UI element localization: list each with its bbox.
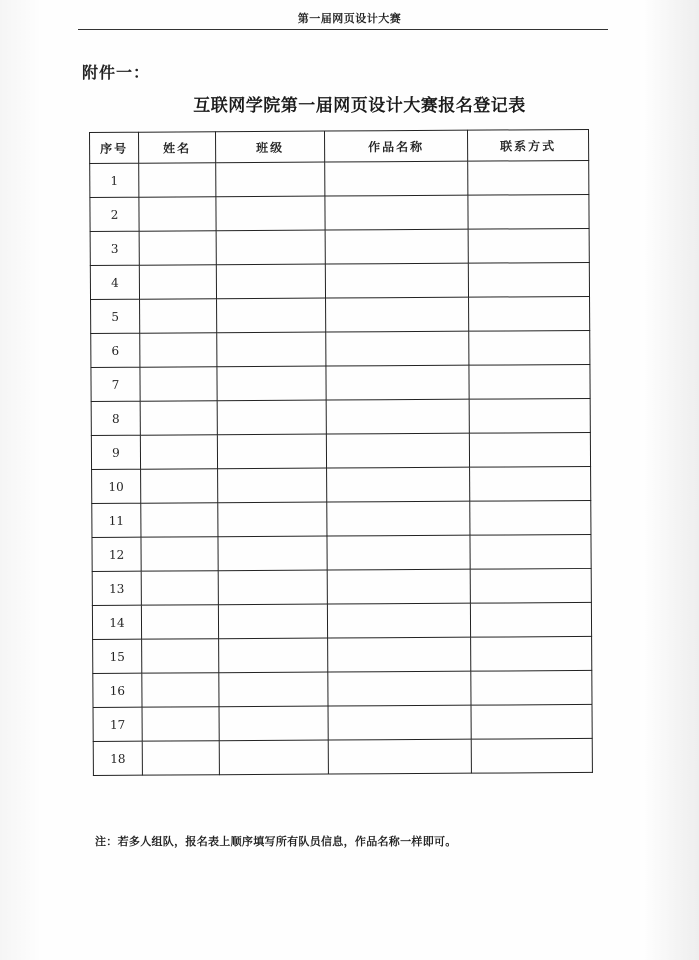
contact-cell[interactable] <box>471 636 592 671</box>
class-cell[interactable] <box>217 400 326 435</box>
seq-cell: 6 <box>91 333 140 367</box>
table-row <box>92 568 591 605</box>
form-title: 互联网学院第一届网页设计大赛报名登记表 <box>193 96 526 116</box>
table-row <box>90 262 589 299</box>
column-header-class: 班级 <box>216 131 325 163</box>
name-cell[interactable] <box>141 469 218 503</box>
seq-cell: 10 <box>92 469 141 503</box>
work-name-cell[interactable] <box>326 399 469 434</box>
table-body <box>90 160 593 775</box>
work-name-cell[interactable] <box>326 297 469 332</box>
attachment-label: 附件一： <box>82 63 151 82</box>
contact-cell[interactable] <box>470 602 591 637</box>
contact-cell[interactable] <box>470 534 591 569</box>
name-cell[interactable] <box>142 639 219 673</box>
class-cell[interactable] <box>216 196 325 231</box>
table-row <box>90 160 589 197</box>
table-row <box>92 602 591 639</box>
contact-cell[interactable] <box>471 670 592 705</box>
contact-cell[interactable] <box>470 500 591 535</box>
seq-cell: 1 <box>90 163 139 197</box>
table-row <box>93 738 592 775</box>
name-cell[interactable] <box>142 673 219 707</box>
class-cell[interactable] <box>218 536 327 571</box>
contact-cell[interactable] <box>469 398 590 433</box>
table-row <box>92 500 591 537</box>
work-name-cell[interactable] <box>325 195 468 230</box>
seq-cell: 16 <box>93 673 142 707</box>
header-rule <box>78 29 608 30</box>
name-cell[interactable] <box>141 537 218 571</box>
work-name-cell[interactable] <box>326 365 469 400</box>
contact-cell[interactable] <box>468 160 589 195</box>
contact-cell[interactable] <box>468 228 589 263</box>
registration-table <box>89 129 593 776</box>
seq-cell: 4 <box>90 265 139 299</box>
contact-cell[interactable] <box>469 364 590 399</box>
seq-cell: 15 <box>93 639 142 673</box>
table-row <box>93 670 592 707</box>
work-name-cell[interactable] <box>327 603 470 638</box>
contact-cell[interactable] <box>469 296 590 331</box>
class-cell[interactable] <box>217 332 326 367</box>
seq-cell: 11 <box>92 503 141 537</box>
work-name-cell[interactable] <box>328 637 471 672</box>
seq-cell: 2 <box>90 197 139 231</box>
seq-cell: 9 <box>91 435 140 469</box>
class-cell[interactable] <box>219 672 328 707</box>
name-cell[interactable] <box>139 231 216 265</box>
seq-cell: 5 <box>91 299 140 333</box>
table-row <box>93 636 592 673</box>
name-cell[interactable] <box>140 333 217 367</box>
name-cell[interactable] <box>140 401 217 435</box>
work-name-cell[interactable] <box>325 263 468 298</box>
contact-cell[interactable] <box>470 466 591 501</box>
class-cell[interactable] <box>217 434 326 469</box>
class-cell[interactable] <box>218 604 327 639</box>
name-cell[interactable] <box>139 197 216 231</box>
table-row <box>91 330 590 367</box>
class-cell[interactable] <box>216 264 325 299</box>
contact-cell[interactable] <box>469 330 590 365</box>
table-row <box>92 466 591 503</box>
class-cell[interactable] <box>218 502 327 537</box>
table-row <box>90 228 589 265</box>
seq-cell: 17 <box>93 707 142 741</box>
table-header-row <box>90 129 589 163</box>
work-name-cell[interactable] <box>326 331 469 366</box>
name-cell[interactable] <box>140 367 217 401</box>
running-header: 第一届网页设计大赛 <box>297 12 402 25</box>
name-cell[interactable] <box>141 605 218 639</box>
table-row <box>90 194 589 231</box>
contact-cell[interactable] <box>468 262 589 297</box>
class-cell[interactable] <box>216 230 325 265</box>
name-cell[interactable] <box>140 299 217 333</box>
work-name-cell[interactable] <box>325 161 468 196</box>
work-name-cell[interactable] <box>327 569 470 604</box>
seq-cell: 14 <box>92 605 141 639</box>
contact-cell[interactable] <box>471 738 592 773</box>
name-cell[interactable] <box>142 707 219 741</box>
contact-cell[interactable] <box>470 568 591 603</box>
table-row <box>91 296 590 333</box>
table-row <box>93 704 592 741</box>
name-cell[interactable] <box>141 571 218 605</box>
class-cell[interactable] <box>219 638 328 673</box>
contact-cell[interactable] <box>469 432 590 467</box>
name-cell[interactable] <box>139 163 216 197</box>
seq-cell: 18 <box>93 741 142 775</box>
seq-cell: 3 <box>90 231 139 265</box>
work-name-cell[interactable] <box>325 229 468 264</box>
class-cell[interactable] <box>219 740 328 775</box>
column-header-contact: 联系方式 <box>467 129 588 161</box>
contact-cell[interactable] <box>468 194 589 229</box>
class-cell[interactable] <box>217 298 326 333</box>
name-cell[interactable] <box>141 503 218 537</box>
name-cell[interactable] <box>139 265 216 299</box>
class-cell[interactable] <box>216 162 325 197</box>
seq-cell: 13 <box>92 571 141 605</box>
column-header-name: 姓名 <box>139 132 216 163</box>
table-row <box>92 534 591 571</box>
seq-cell: 12 <box>92 537 141 571</box>
name-cell[interactable] <box>140 435 217 469</box>
column-header-work-name: 作品名称 <box>324 130 467 162</box>
class-cell[interactable] <box>218 468 327 503</box>
class-cell[interactable] <box>218 570 327 605</box>
class-cell[interactable] <box>219 706 328 741</box>
work-name-cell[interactable] <box>328 705 471 740</box>
work-name-cell[interactable] <box>327 535 470 570</box>
name-cell[interactable] <box>142 741 219 775</box>
class-cell[interactable] <box>217 366 326 401</box>
table-row <box>91 432 590 469</box>
column-header-seq: 序号 <box>90 132 139 163</box>
footnote: 注：若多人组队，报名表上顺序填写所有队员信息，作品名称一样即可。 <box>95 835 457 848</box>
work-name-cell[interactable] <box>328 739 471 774</box>
table-row <box>91 364 590 401</box>
work-name-cell[interactable] <box>327 467 470 502</box>
table-row <box>91 398 590 435</box>
seq-cell: 8 <box>91 401 140 435</box>
seq-cell: 7 <box>91 367 140 401</box>
work-name-cell[interactable] <box>326 433 469 468</box>
work-name-cell[interactable] <box>327 501 470 536</box>
work-name-cell[interactable] <box>328 671 471 706</box>
contact-cell[interactable] <box>471 704 592 739</box>
